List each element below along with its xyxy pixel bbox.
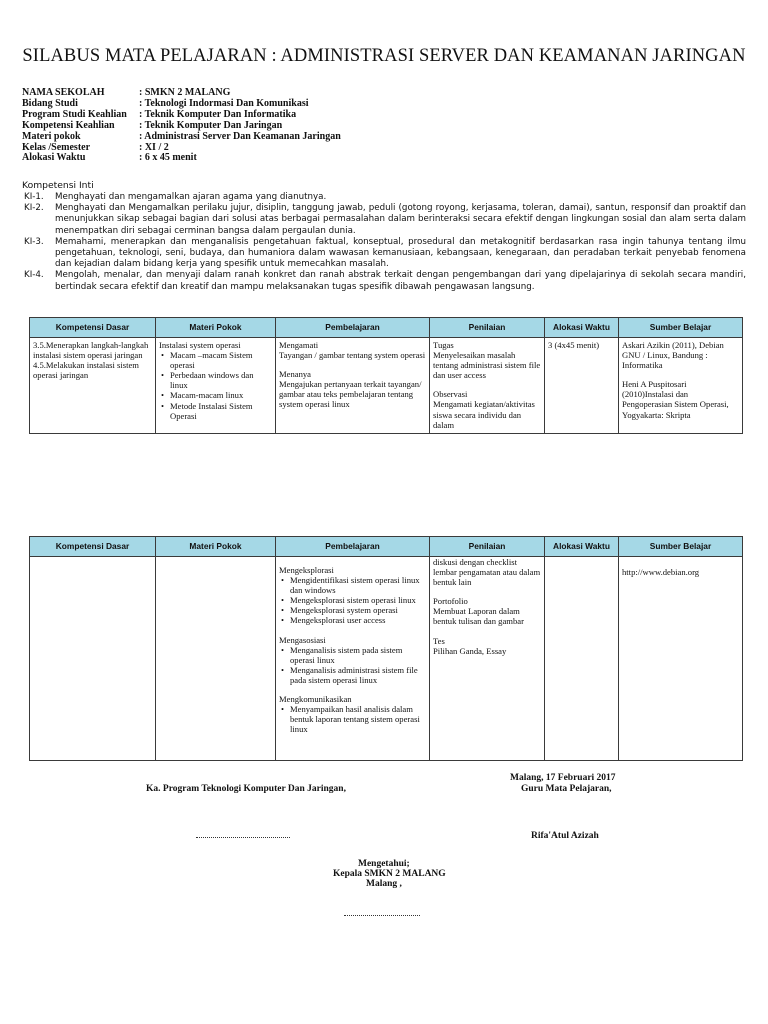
ki-text: Memahami, menerapkan dan menganalisis pengetahuan faktual, konseptual, prosedural dan metakognitif berdasarkan rasa ingin tahunya tentang ilmu pengetahuan, teknologi, seni, budaya, dan humaniora dalam wawasan kemanusiaan, kebangsaan, kenegaraan, dan peradaban terkait penyebab fenomena dan kejadian dalam bidang kerja yang spesifik untuk memecahkan masalah.	[55, 236, 746, 270]
info-value: : 6 x 45 menit	[139, 152, 197, 164]
cell-penilaian	[430, 557, 545, 761]
cell-sumber-belajar	[619, 338, 743, 434]
header-pembelajaran: Pembelajaran	[276, 537, 430, 557]
kd-item: 3.5.Menerapkan langkah-langkah instalasi sistem operasi jaringan	[33, 340, 149, 361]
materi-item: • Perbedaan windows dan linux	[170, 370, 272, 390]
cell-kompetensi-dasar	[30, 557, 156, 761]
header-pembelajaran: Pembelajaran	[276, 318, 430, 338]
signature-line-principal	[344, 915, 420, 916]
ki-number: KI-2.	[24, 203, 44, 214]
penilaian-heading: Observasi	[433, 389, 468, 400]
info-value: : XI / 2	[139, 141, 169, 153]
kd-item: 4.5.Melakukan instalasi sistem operasi jaringan	[33, 360, 139, 381]
ki-item	[24, 237, 746, 271]
materi-item: • Macam –macam Sistem operasi	[170, 350, 272, 370]
table-row	[30, 338, 743, 434]
header-alokasi-waktu: Alokasi Waktu	[545, 318, 619, 338]
penilaian-heading: Tes	[433, 635, 445, 646]
cell-materi-pokok	[156, 338, 276, 434]
acknowledged-label: Mengetahui;	[358, 859, 410, 869]
cell-kompetensi-dasar	[30, 338, 156, 434]
ki-item	[24, 270, 746, 292]
place-date: Malang, 17 Februari 2017	[510, 773, 616, 783]
penilaian-text: Menyelesaikan masalah tentang administrasi sistem file dan user access	[433, 350, 541, 381]
header-materi-pokok: Materi Pokok	[156, 537, 276, 557]
ki-item	[24, 192, 746, 203]
info-value: : Administrasi Server Dan Keamanan Jaringan	[139, 130, 341, 142]
page-title: SILABUS MATA PELAJARAN : ADMINISTRASI SERVER DAN KEAMANAN JARINGAN	[22, 46, 746, 66]
header-kompetensi-dasar: Kompetensi Dasar	[30, 537, 156, 557]
sumber-link: http://www.debian.org	[622, 567, 700, 577]
header-penilaian: Penilaian	[430, 537, 545, 557]
table-row	[30, 557, 743, 761]
header-penilaian: Penilaian	[430, 318, 545, 338]
pembelajaran-heading: Mengeksplorasi	[279, 565, 334, 575]
table-header-row	[30, 537, 743, 557]
cell-alokasi-waktu: 3 (4x45 menit)	[545, 338, 619, 434]
table-header-row	[30, 318, 743, 338]
cell-penilaian	[430, 338, 545, 434]
syllabus-table-1	[29, 317, 743, 434]
header-kompetensi-dasar: Kompetensi Dasar	[30, 318, 156, 338]
principal-title: Kepala SMKN 2 MALANG	[333, 869, 446, 879]
teacher-name: Rifa'Atul Azizah	[531, 831, 599, 841]
cell-sumber-belajar	[619, 557, 743, 761]
penilaian-text: Pilihan Ganda, Essay	[433, 645, 507, 656]
info-row	[22, 153, 341, 164]
pembelajaran-item: • Mengeksplorasi sistem operasi linux	[290, 595, 426, 605]
school-info	[22, 88, 341, 164]
pembelajaran-heading: Mengamati	[279, 340, 319, 350]
sumber-item: Heni A Puspitosari (2010)Instalasi dan Pengoperasian Sistem Operasi, Yogyakarta: Skripta	[622, 379, 729, 420]
header-sumber-belajar: Sumber Belajar	[619, 537, 743, 557]
sumber-item: Askari Azikin (2011), Debian GNU / Linux, Bandung : Informatika	[622, 340, 724, 371]
pembelajaran-item: • Menganalisis sistem pada sistem operasi linux	[290, 645, 426, 665]
header-sumber-belajar: Sumber Belajar	[619, 318, 743, 338]
ki-number: KI-1.	[24, 192, 44, 202]
cell-materi-pokok	[156, 557, 276, 761]
signature-line-program-head	[196, 837, 290, 838]
ki-text: Mengolah, menalar, dan menyaji dalam ranah konkret dan ranah abstrak terkait dengan pengembangan dari yang dipelajarinya di sekolah secara mandiri, bertindak secara efektif dan kreatif dan mampu melaksanakan tugas spesifik dibawah pengawasan langsung.	[55, 270, 746, 292]
info-key: Alokasi Waktu	[22, 152, 86, 164]
ki-text: Menghayati dan mengamalkan ajaran agama yang dianutnya.	[55, 192, 327, 202]
info-key: Materi pokok	[22, 130, 81, 142]
header-alokasi-waktu: Alokasi Waktu	[545, 537, 619, 557]
info-key: Kompetensi Keahlian	[22, 119, 115, 131]
pembelajaran-heading: Menanya	[279, 369, 311, 380]
cell-pembelajaran	[276, 557, 430, 761]
ki-heading: Kompetensi Inti	[22, 180, 94, 191]
city-label: Malang ,	[366, 879, 402, 889]
penilaian-text: Mengamati kegiatan/aktivitas siswa secara individu dan dalam	[433, 399, 535, 430]
info-value: : Teknologi Indormasi Dan Komunikasi	[139, 97, 309, 109]
pembelajaran-heading: Mengkomunikasikan	[279, 694, 352, 705]
program-head-title: Ka. Program Teknologi Komputer Dan Jaringan,	[146, 784, 346, 794]
info-value: : Teknik Komputer Dan Informatika	[139, 108, 297, 120]
info-value: : Teknik Komputer Dan Jaringan	[139, 119, 283, 131]
materi-item: • Metode Instalasi Sistem Operasi	[170, 401, 272, 421]
ki-list	[24, 192, 746, 293]
cell-alokasi-waktu	[545, 557, 619, 761]
pembelajaran-item: • Menganalisis administrasi sistem file pada sistem operasi linux	[290, 665, 426, 685]
ki-text: Menghayati dan Mengamalkan perilaku jujur, disiplin, tanggung jawab, peduli (gotong royong, kerjasama, toleran, damai), santun, responsif dan proaktif dan menunjukkan sikap sebagai bagian dari solusi atas berbagai permasalahan dalam berinteraksi secara efektif dengan lingkungan sosial dan alam serta dalam menempatkan diri sebagai cerminan bangsa dalam pergaulan dunia.	[55, 203, 746, 236]
pembelajaran-text: Mengajukan pertanyaan terkait tayangan/ gambar atau teks pembelajaran tentang system operasi linux	[279, 379, 422, 410]
info-key: NAMA SEKOLAH	[22, 87, 105, 98]
pembelajaran-item: • Mengeksplorasi user access	[290, 615, 426, 625]
cell-pembelajaran	[276, 338, 430, 434]
penilaian-text: Membuat Laporan dalam bentuk tulisan dan gambar	[433, 606, 524, 627]
pembelajaran-item: • Mengidentifikasi sistem operasi linux dan windows	[290, 575, 426, 595]
penilaian-text: diskusi dengan checklist lembar pengamatan atau dalam bentuk lain	[433, 557, 541, 588]
info-key: Bidang Studi	[22, 97, 78, 109]
info-value: : SMKN 2 MALANG	[139, 87, 231, 98]
ki-number: KI-3.	[24, 236, 44, 247]
pembelajaran-item: • Mengeksplorasi system operasi	[290, 605, 426, 615]
pembelajaran-item: • Menyampaikan hasil analisis dalam bentuk laporan tentang sistem operasi linux	[290, 704, 426, 734]
penilaian-heading: Tugas	[433, 340, 454, 350]
materi-item: • Macam-macam linux	[170, 390, 272, 400]
info-key: Kelas /Semester	[22, 141, 91, 153]
header-materi-pokok: Materi Pokok	[156, 318, 276, 338]
info-row	[22, 121, 341, 132]
penilaian-heading: Portofolio	[433, 596, 468, 607]
ki-item	[24, 203, 746, 237]
ki-number: KI-4.	[24, 270, 44, 281]
materi-title: Instalasi system operasi	[159, 340, 241, 350]
pembelajaran-text: Tayangan / gambar tentang system operasi	[279, 350, 426, 361]
syllabus-table-2	[29, 536, 743, 761]
info-row	[22, 132, 341, 143]
pembelajaran-heading: Mengasosiasi	[279, 634, 326, 645]
teacher-title: Guru Mata Pelajaran,	[521, 784, 612, 794]
info-key: Program Studi Keahlian	[22, 108, 127, 120]
